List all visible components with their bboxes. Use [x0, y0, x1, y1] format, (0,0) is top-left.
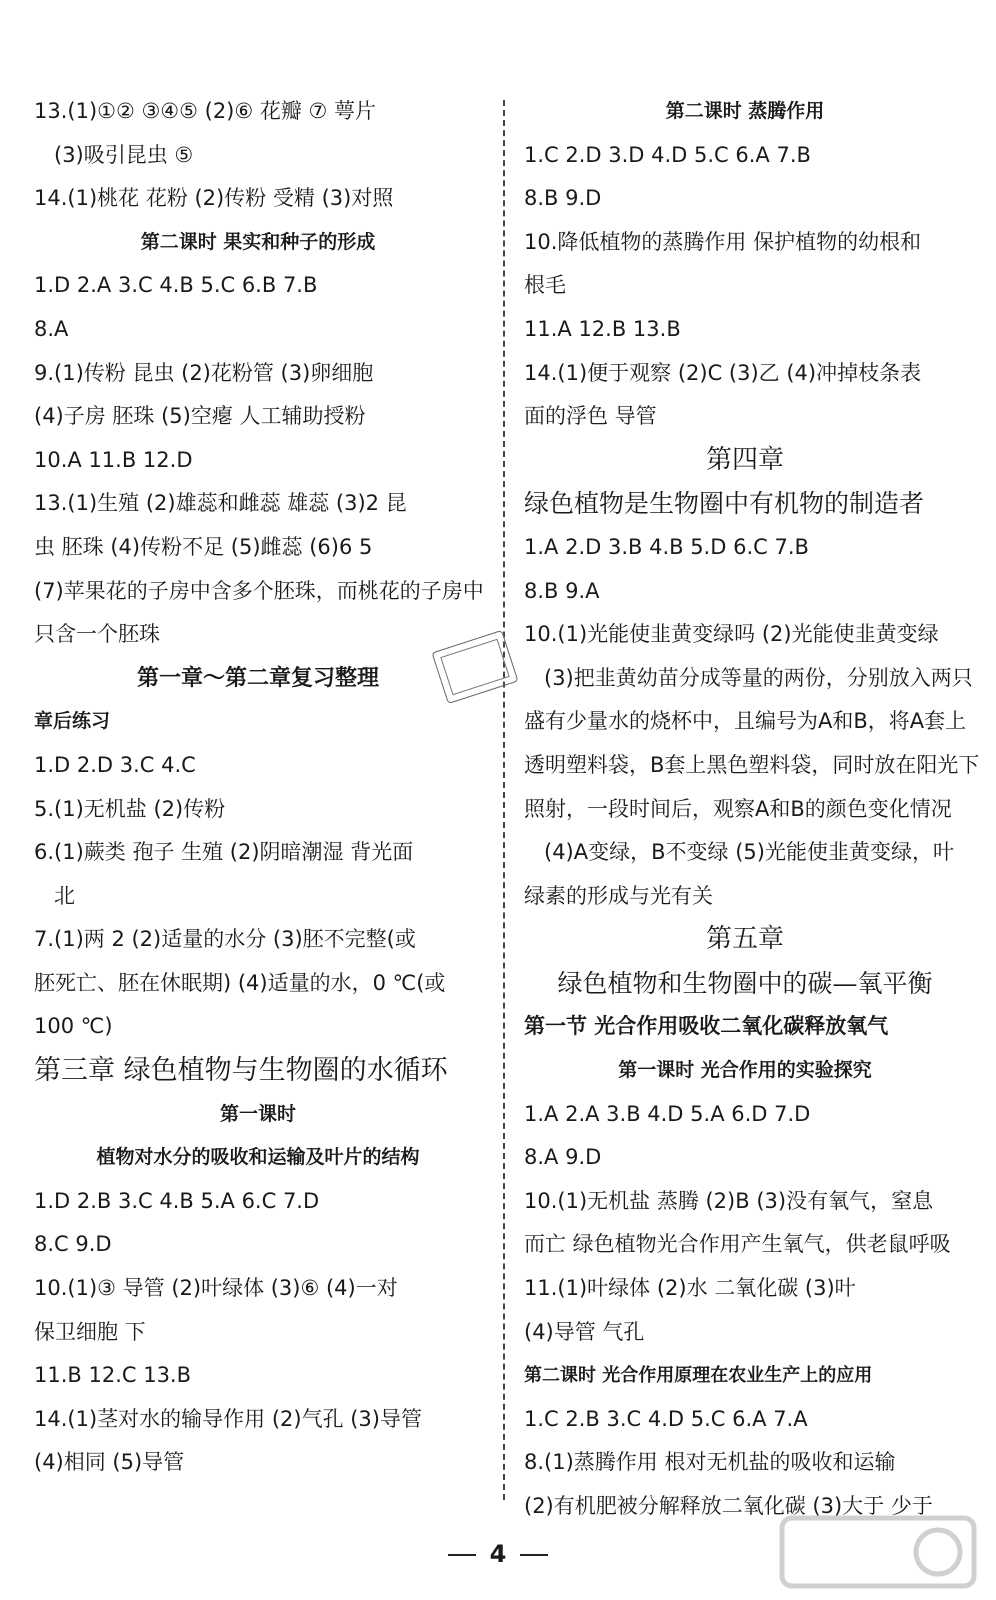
lesson-heading: 第二课时 果实和种子的形成	[140, 230, 376, 253]
answer-line: 10.(1)无机盐 蒸腾 (2)B (3)没有氧气，窒息	[524, 1188, 934, 1213]
answer-line: 8.A 9.D	[524, 1145, 602, 1170]
answer-line: (3)把韭黄幼苗分成等量的两份，分别放入两只	[544, 665, 973, 690]
answer-line: (7)苹果花的子房中含多个胚珠，而桃花的子房中	[34, 578, 484, 603]
answer-line: 11.(1)叶绿体 (2)水 二氧化碳 (3)叶	[524, 1276, 856, 1301]
answer-line: 北	[54, 883, 75, 908]
answer-line: 10.A 11.B 12.D	[34, 447, 193, 472]
answer-line: 1.A 2.A 3.B 4.D 5.A 6.D 7.D	[524, 1101, 811, 1126]
answer-line: 1.C 2.B 3.C 4.D 5.C 6.A 7.A	[524, 1406, 808, 1431]
answer-line: 14.(1)桃花 花粉 (2)传粉 受精 (3)对照	[34, 186, 394, 211]
chapter-heading: 第四章	[705, 444, 784, 475]
answer-line: 10.降低植物的蒸腾作用 保护植物的幼根和	[524, 229, 922, 254]
answer-line: 6.(1)蕨类 孢子 生殖 (2)阴暗潮湿 背光面	[34, 840, 414, 865]
answer-line: 8.C 9.D	[34, 1232, 112, 1257]
answer-line: 根毛	[524, 273, 566, 298]
answer-line: 面的浮色 导管	[524, 404, 657, 429]
chapter-title: 绿色植物和生物圈中的碳—氧平衡	[557, 968, 933, 998]
chapter-heading: 第三章 绿色植物与生物圈的水循环	[34, 1055, 448, 1087]
answer-line: 8.(1)蒸腾作用 根对无机盐的吸收和运输	[524, 1450, 896, 1475]
answer-line: 胚死亡、胚在休眠期) (4)适量的水，0 ℃(或	[34, 970, 446, 995]
answer-line: 虫 胚珠 (4)传粉不足 (5)雌蕊 (6)6 5	[34, 534, 373, 559]
chapter-title: 绿色植物是生物圈中有机物的制造者	[524, 489, 925, 519]
answer-line: 1.D 2.B 3.C 4.B 5.A 6.C 7.D	[34, 1188, 320, 1213]
lesson-heading: 第一课时	[219, 1102, 296, 1125]
answer-line: 而亡 绿色植物光合作用产生氧气，供老鼠呼吸	[524, 1232, 951, 1257]
answer-line: 盛有少量水的烧杯中，且编号为A和B，将A套上	[524, 709, 967, 734]
page-number-text: 4	[489, 1540, 507, 1568]
right-column	[524, 90, 980, 1529]
answer-line: 10.(1)③ 导管 (2)叶绿体 (3)⑥ (4)一对	[34, 1276, 398, 1301]
answer-line: (4)A变绿，B不变绿 (5)光能使韭黄变绿，叶	[544, 840, 954, 865]
answer-line: (2)有机肥被分解释放二氧化碳 (3)大于 少于	[524, 1494, 933, 1518]
answer-line: 11.A 12.B 13.B	[524, 316, 681, 341]
watermark-logo	[778, 1512, 978, 1592]
section-heading: 第一节 光合作用吸收二氧化碳释放氧气	[524, 1014, 889, 1039]
answer-line: 14.(1)便于观察 (2)C (3)乙 (4)冲掉枝条表	[524, 360, 922, 385]
answer-line: 绿素的形成与光有关	[524, 883, 713, 908]
answer-line: 13.(1)生殖 (2)雄蕊和雌蕊 雄蕊 (3)2 昆	[34, 491, 407, 516]
answer-line: 8.B 9.A	[524, 578, 600, 603]
answer-line: 8.B 9.D	[524, 186, 602, 211]
column-divider	[503, 100, 505, 1500]
answer-line: 9.(1)传粉 昆虫 (2)花粉管 (3)卵细胞	[34, 360, 374, 385]
answer-line: 13.(1)①② ③④⑤ (2)⑥ 花瓣 ⑦ 萼片	[34, 99, 377, 123]
answer-line: 1.C 2.D 3.D 4.D 5.C 6.A 7.B	[524, 142, 811, 167]
chapter-heading: 第五章	[705, 924, 784, 955]
answer-line: 5.(1)无机盐 (2)传粉	[34, 796, 226, 821]
answer-line: 7.(1)两 2 (2)适量的水分 (3)胚不完整(或	[34, 927, 416, 952]
answer-line: (4)相同 (5)导管	[34, 1450, 185, 1475]
answer-line: 14.(1)茎对水的输导作用 (2)气孔 (3)导管	[34, 1406, 422, 1431]
lesson-heading: 第二课时 蒸腾作用	[665, 100, 825, 122]
answer-line: 透明塑料袋，B套上黑色塑料袋，同时放在阳光下	[524, 752, 980, 777]
review-heading: 第一章～第二章复习整理	[136, 665, 379, 691]
answer-line: 1.A 2.D 3.B 4.B 5.D 6.C 7.B	[524, 534, 809, 559]
answer-line: 1.D 2.A 3.C 4.B 5.C 6.B 7.B	[34, 273, 318, 298]
answer-line: 1.D 2.D 3.C 4.C	[34, 752, 196, 777]
left-column	[34, 90, 482, 1485]
lesson-heading: 第二课时 光合作用原理在农业生产上的应用	[524, 1365, 873, 1387]
answer-line: 11.B 12.C 13.B	[34, 1363, 192, 1388]
answer-line: (4)子房 胚珠 (5)空瘪 人工辅助授粉	[34, 404, 366, 429]
answer-line: (3)吸引昆虫 ⑤	[54, 142, 194, 167]
answer-line: 10.(1)光能使韭黄变绿吗 (2)光能使韭黄变绿	[524, 622, 939, 647]
answer-line: (4)导管 气孔	[524, 1319, 645, 1344]
answer-line: 照射，一段时间后，观察A和B的颜色变化情况	[524, 796, 952, 821]
answer-line: 8.A	[34, 316, 69, 341]
exercise-heading: 章后练习	[34, 710, 111, 733]
answer-line: 保卫细胞 下	[34, 1319, 146, 1344]
lesson-subheading: 植物对水分的吸收和运输及叶片的结构	[96, 1146, 420, 1169]
answer-line: 只含一个胚珠	[34, 622, 160, 647]
lesson-heading: 第一课时 光合作用的实验探究	[618, 1059, 872, 1082]
answer-line: 100 ℃)	[34, 1014, 113, 1039]
